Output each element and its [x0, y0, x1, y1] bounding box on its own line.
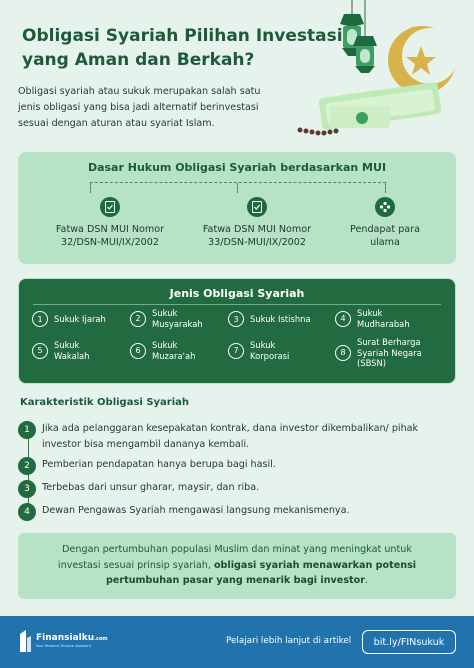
- legal-basis-line-1: Fatwa DSN MUI Nomor: [55, 224, 165, 235]
- legal-basis-item: [320, 197, 450, 249]
- number-badge: 5: [32, 343, 48, 359]
- characteristic-text: Pemberian pendapatan hanya berupa bagi hasil.: [42, 459, 276, 470]
- divider: [33, 304, 441, 305]
- sukuk-type-label: Mudharabah: [357, 318, 410, 329]
- people-icon: [375, 197, 395, 217]
- sukuk-type-label: Syariah Negara: [357, 347, 422, 358]
- characteristic-item: [18, 480, 454, 498]
- legal-basis-line-2: 32/DSN-MUI/IX/2002: [61, 237, 159, 248]
- sukuk-types-heading: Jenis Obligasi Syariah: [169, 287, 305, 300]
- sukuk-type-label: Musyarakah: [152, 318, 203, 329]
- number-badge: 4: [335, 311, 351, 327]
- summary-emphasis: obligasi syariah menawarkan potensi: [213, 559, 417, 571]
- article-link-button[interactable]: bit.ly/FINsukuk: [362, 630, 456, 654]
- document-icon: [247, 197, 267, 217]
- number-badge: 2: [130, 311, 146, 327]
- number-badge: 7: [228, 343, 244, 359]
- sukuk-type-item: [32, 311, 106, 327]
- summary-line-2: [18, 558, 456, 574]
- sukuk-type-item: [32, 340, 89, 361]
- summary-box: [18, 533, 456, 599]
- sukuk-type-label: Muzara'ah: [152, 350, 196, 361]
- connector-line: [237, 183, 238, 193]
- islamic-illustration: [290, 0, 474, 140]
- lantern-icon: [353, 36, 377, 73]
- legal-basis-item: [45, 197, 175, 249]
- sukuk-type-label: Sukuk: [250, 340, 276, 350]
- sukuk-type-item: [130, 308, 203, 329]
- characteristic-text: Dewan Pengawas Syariah mengawasi langsung mekanismenya.: [42, 505, 350, 516]
- sukuk-type-label: Surat Berharga: [357, 337, 421, 347]
- connector-line: [90, 183, 91, 193]
- summary-text: investasi sesuai prinsip syariah,: [57, 559, 214, 571]
- sukuk-type-label: (SBSN): [357, 358, 387, 368]
- sukuk-type-label: Sukuk: [357, 308, 383, 318]
- characteristic-item: [18, 421, 454, 453]
- brand-tagline: Your Personal Finance Assistant: [36, 644, 92, 648]
- connector-line: [385, 183, 386, 193]
- legal-basis-line-1: Fatwa DSN MUI Nomor: [202, 224, 312, 235]
- sukuk-type-item: [335, 337, 422, 369]
- document-scroll-icon: [318, 82, 441, 130]
- number-badge: 1: [18, 421, 36, 439]
- logo-icon: [18, 630, 32, 652]
- sukuk-type-label: Sukuk Ijarah: [54, 313, 106, 324]
- sukuk-type-item: [228, 340, 289, 361]
- characteristics-heading: Karakteristik Obligasi Syariah: [20, 397, 190, 408]
- characteristic-text: Jika ada pelanggaran kesepakatan kontrak, dana investor dikembalikan/ pihak investor bisa mengambil dananya kembali.: [42, 423, 419, 450]
- sukuk-type-item: [228, 311, 311, 327]
- number-badge: 2: [18, 457, 36, 475]
- legal-basis-line-2: ulama: [370, 237, 400, 248]
- document-icon: [100, 197, 120, 217]
- sukuk-type-label: Sukuk: [54, 340, 80, 350]
- title-line-2: yang Aman dan Berkah?: [22, 50, 255, 70]
- sukuk-type-label: Sukuk: [152, 340, 178, 350]
- cta-text: Pelajari lebih lanjut di artikel: [226, 636, 352, 646]
- characteristic-item: [18, 503, 454, 521]
- legal-basis-heading: Dasar Hukum Obligasi Syariah berdasarkan MUI: [87, 161, 387, 174]
- number-badge: 1: [32, 311, 48, 327]
- number-badge: 8: [335, 345, 351, 361]
- title-line-1: Obligasi Syariah Pilihan Investasi: [22, 26, 343, 46]
- brand-name: Finansialku: [36, 633, 95, 643]
- number-badge: 6: [130, 343, 146, 359]
- brand-suffix: .com: [94, 636, 108, 642]
- number-badge: 4: [18, 503, 36, 521]
- legal-basis-line-1: Pendapat para: [350, 224, 420, 235]
- sukuk-type-item: [335, 308, 410, 329]
- sukuk-type-item: [130, 340, 195, 361]
- sukuk-type-label: Korporasi: [250, 350, 290, 361]
- intro-text: Obligasi syariah atau sukuk merupakan salah satu jenis obligasi yang bisa jadi alternatif berinvestasi sesuai dengan aturan atau syariat Islam.: [18, 86, 261, 129]
- number-badge: 3: [18, 480, 36, 498]
- sukuk-type-label: Wakalah: [54, 350, 90, 361]
- brand-logo[interactable]: [18, 630, 108, 652]
- legal-basis-line-2: 33/DSN-MUI/IX/2002: [208, 237, 306, 248]
- characteristic-text: Terbebas dari unsur gharar, maysir, dan riba.: [42, 482, 260, 493]
- summary-line-1: Dengan pertumbuhan populasi Muslim dan minat yang meningkat untuk: [62, 544, 412, 555]
- number-badge: 3: [228, 311, 244, 327]
- summary-line-3: [18, 573, 456, 589]
- connector-line: [90, 182, 386, 196]
- legal-basis-item: [192, 197, 322, 249]
- sukuk-type-label: Sukuk Istishna: [250, 313, 311, 324]
- characteristic-item: [18, 457, 454, 475]
- sukuk-type-label: Sukuk: [152, 308, 178, 318]
- summary-emphasis: pertumbuhan pasar yang menarik bagi investor: [106, 575, 365, 586]
- footer: [0, 616, 474, 668]
- summary-text: .: [364, 575, 368, 586]
